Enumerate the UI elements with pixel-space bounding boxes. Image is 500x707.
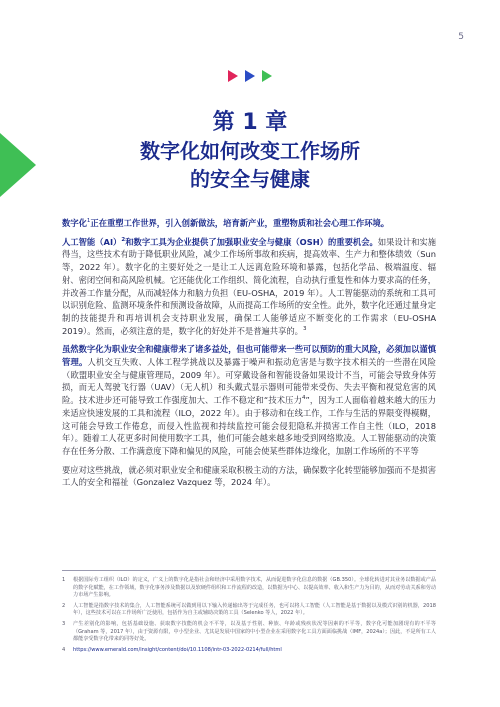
intro-paragraph [62,217,436,230]
paragraph-ai-opportunities [62,236,436,338]
footnote-1 [62,577,436,600]
paragraph-1-lead-a: 人工智能（AI） [62,236,122,247]
chapter-number: 第 1 章 [212,110,288,135]
page-number: 5 [458,32,464,42]
footnote-number: 1 [62,577,66,583]
decorative-arrows [0,70,500,82]
footnote-text: 产生差别化的影响，包括基础设施、获取数字技能的机会不平等，以及基于性别、种族、年龄或残疾状况等因素的不平等，数字化可能加剧现有的不平等（Graham 等，2017 年），由于资源有限，中小型企业、尤其是发展中国家的中小型企业在采用数字化工具方面面临挑战（IMF，2024a）；因此，不是所有工人都能享受数字化带来的同等好处。 [73,620,436,643]
footnote-ref-1[interactable]: 1 [86,218,91,225]
intro-text: 正在重塑工作世界，引入创新做法，培育新产业，重塑物质和社会心理工作环境。 [90,218,390,228]
footnote-link[interactable]: https://www.emerald.com/insight/content/doi/10.1108/intr-03-2022-0214/full/html [73,646,282,653]
paragraph-3-text: 要应对这些挑战，就必须对职业安全和健康采取积极主动的方法，确保数字化转型能够加强而不是损害工人的安全和福祉（Gonzalez Vazquez 等，2024 年）。 [62,464,436,488]
paragraph-1-lead-b: 和数字工具为企业提供了加强职业安全与健康（OSH）的重要机会。 [125,236,378,247]
footnote-3 [62,621,436,644]
chapter-heading [0,108,500,193]
footnote-ref-3[interactable]: 3 [302,325,307,332]
green-arrow-icon [262,70,272,82]
paragraph-2-text-a: 人机交互失败、人体工程学挑战以及暴露于噪声和振动危害是与数字技术相关的一些潜在风险（欧盟职业安全与健康管理局，2009 年）。可穿戴设备和智能设备如果设计不当，可能会导致身体劳损，而无人驾驶飞行器（UAV）（无人机）和头戴式显示器则可能带来受伤、失去平衡和视觉危害的风险。技术进步还可能导致工作强度加大、工作不稳定和“技术压力 [62,357,436,406]
footnote-number: 2 [62,602,66,609]
footnotes [62,570,436,657]
blue-arrow-icon [245,70,255,82]
chapter-title-line-2: 的安全与健康 [190,167,310,191]
paragraph-conclusion [62,464,436,489]
footnote-2 [62,603,436,618]
paragraph-2-text-b: ”，因为工人面临着越来越大的压力来适应快速发展的工具和流程（ILO，2022 年）。由于移动和在线工作，工作与生活的界限变得模糊，这可能会导致工作倦怠，而侵入性监视和持续监控可能会侵犯隐私并损害工作自主性（ILO，2018 年）。随着工人花更多时间使用数字工具，他们可能会越来越多地受到网络欺凌。人工智能驱动的决策存在任务分散、工作满意度下降和偏见的风险，可能会使某些群体边缘化，加剧工作场所的不平等 [62,395,436,456]
paragraph-risks [62,343,436,457]
footnote-4 [62,647,436,655]
body-content [62,217,436,495]
footnote-text: 根据国际劳工组织（ILO）的定义，广义上的数字化是指社会和经济中采用数字技术，从而促进数字化信息的数据（GB.350）。全球化转进对其业务以数据或产品的数字化赋能，在工作领域，数字化事务涉及数据以及软硬件组织和工作流程的改造，以数据为中心、以提高效率、收入和生产力为目的，从而对劳动关系和劳动力市场产生影响。 [73,577,436,599]
footnote-number: 3 [62,620,66,627]
intro-term: 数字化 [62,218,87,228]
footnote-number: 4 [62,646,66,653]
red-arrow-icon [228,70,238,82]
footnote-ref-2[interactable]: 2 [121,236,126,243]
chapter-title-line-1: 数字化如何改变工作场所 [140,139,360,163]
paragraph-2-lead: 虽然数字化为职业安全和健康带来了诸多益处，但也可能带来一些可以预防的重大风险，必须加以谨慎管理。 [62,344,436,368]
footnote-ref-4[interactable]: 4 [301,395,306,402]
paragraph-1-text: 如果设计和实施得当，这些技术有助于降低职业风险，减少工作场所事故和疾病，提高效率、生产力和整体绩效（Sun 等，2022 年）。数字化的主要好处之一是让工人远离危险环境和暴露，包括化学品、极端温度、辐射、密闭空间和高风险机械。它还能优化工作组织、简化流程，自动执行重复性和体力要求高的任务，并改善工作量分配，从而减轻体力和脑力负担（EU-OSHA，2019 年）。人工智能驱动的系统和工具可以识别危险、监测环境条件和预测设备故障，从而提高工作场所的安全性。此外，数字化还通过量身定制的技能提升和再培训机会支持职业发展，确保工人能够适应不断变化的工作需求（EU-OSHA 2019）。然而，必须注意的是，数字化的好处并不是普遍共享的。 [62,236,436,336]
footnote-text: 人工智能是指数字技术的集合，人工智能系统可以做到用以下输入传递输出等于完成任务，也可以将人工智能（人工智能是基于数据以及模式识别的机器，2018 年），这些技术可以在工作场所广泛使用，包括作为自主或辅助决策的工具（Selenko 等人，2022 年）。 [73,602,436,617]
